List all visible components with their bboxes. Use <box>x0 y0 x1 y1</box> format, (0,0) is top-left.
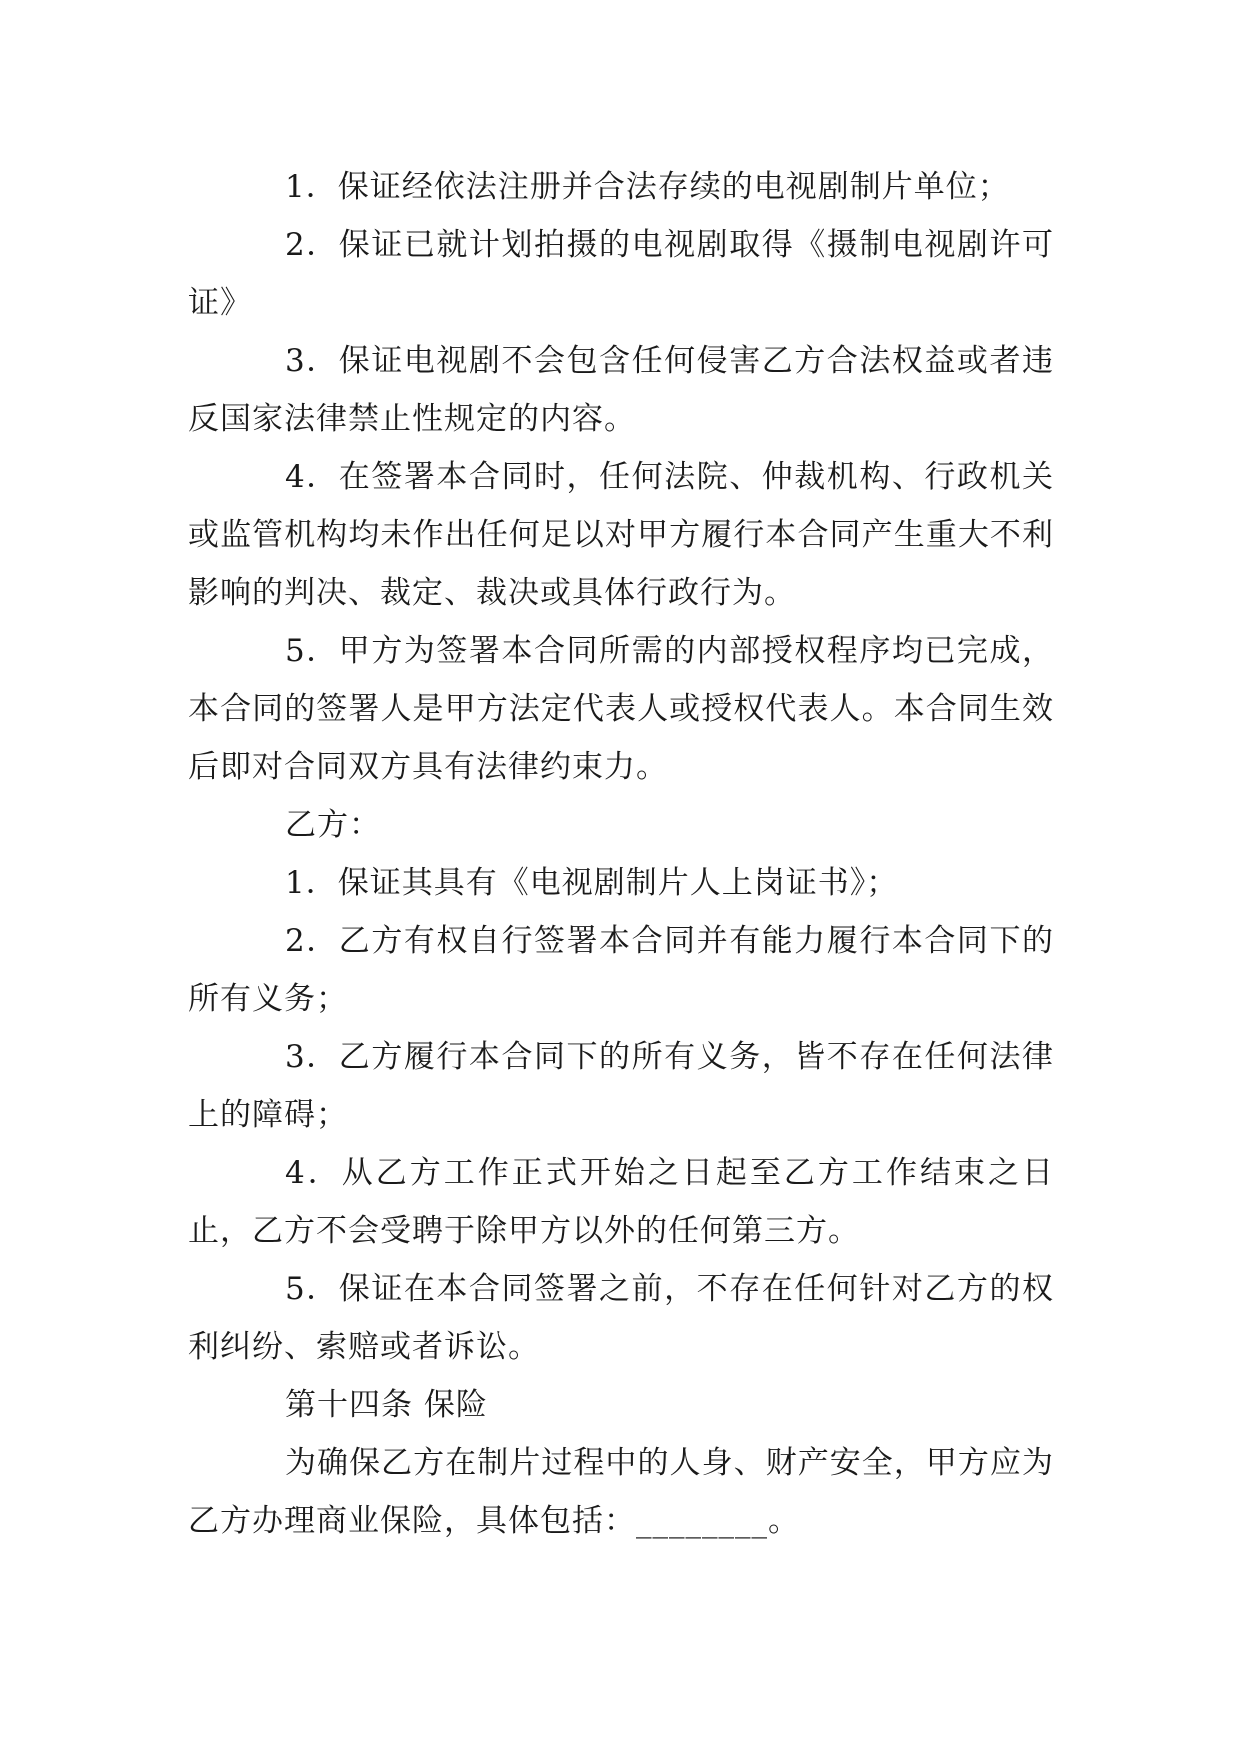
article-14-insurance-text: 为确保乙方在制片过程中的人身、财产安全，甲方应为乙方办理商业保险，具体包括：________。 <box>188 1445 1054 1539</box>
clause-party-a-1: 1．保证经依法注册并合法存续的电视剧制片单位； <box>285 169 1010 205</box>
article-14-heading: 第十四条 保险 <box>285 1387 488 1423</box>
document-body <box>188 158 1054 1550</box>
clause-party-a-4: 4．在签署本合同时，任何法院、仲裁机构、行政机关或监管机构均未作出任何足以对甲方履行本合同产生重大不利影响的判决、裁定、裁决或具体行政行为。 <box>188 459 1054 611</box>
party-b-heading: 乙方： <box>285 807 381 843</box>
clause-party-b-4: 4．从乙方工作正式开始之日起至乙方工作结束之日止，乙方不会受聘于除甲方以外的任何第三方。 <box>188 1155 1054 1249</box>
clause-party-a-3: 3．保证电视剧不会包含任何侵害乙方合法权益或者违反国家法律禁止性规定的内容。 <box>188 343 1054 437</box>
clause-party-b-2: 2．乙方有权自行签署本合同并有能力履行本合同下的所有义务； <box>188 923 1054 1017</box>
clause-party-a-5: 5．甲方为签署本合同所需的内部授权程序均已完成，本合同的签署人是甲方法定代表人或授权代表人。本合同生效后即对合同双方具有法律约束力。 <box>188 633 1054 785</box>
clause-party-a-2: 2．保证已就计划拍摄的电视剧取得《摄制电视剧许可证》 <box>188 227 1054 321</box>
clause-party-b-3: 3．乙方履行本合同下的所有义务，皆不存在任何法律上的障碍； <box>188 1039 1054 1133</box>
clause-party-b-1: 1．保证其具有《电视剧制片人上岗证书》； <box>285 865 899 901</box>
clause-party-b-5: 5．保证在本合同签署之前，不存在任何针对乙方的权利纠纷、索赔或者诉讼。 <box>188 1271 1054 1365</box>
